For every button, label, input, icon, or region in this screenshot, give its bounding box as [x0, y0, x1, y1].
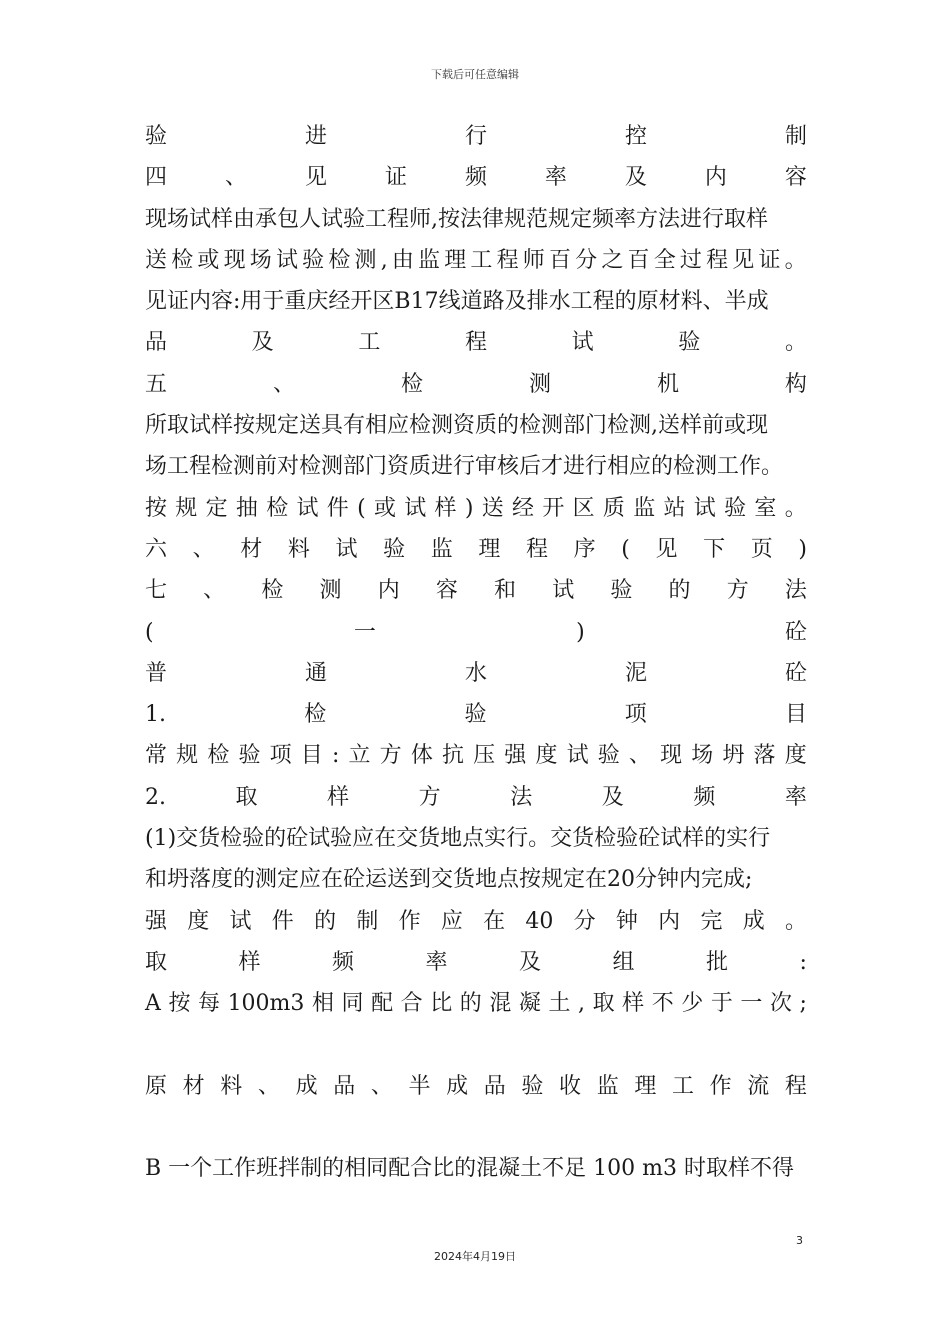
text-line: 普 通 水 泥 砼 [145, 660, 807, 686]
text-line: 验 进 行 控 制 [145, 124, 807, 149]
blank-line [145, 1025, 807, 1066]
text-line: 常 规 检 验 项 目 : 立 方 体 抗 压 强 度 试 验 、 现 场 坍 落 度 [145, 743, 807, 769]
text-line: 现场试样由承包人试验工程师,按法律规范规定频率方法进行取样 [145, 206, 768, 232]
text-line: 强 度 试 件 的 制 作 应 在 40 分 钟 内 完 成 。 [145, 908, 807, 934]
text-line: A 按 每 100m3 相 同 配 合 比 的 混 凝 土 , 取 样 不 少 于 一 次 ; [145, 991, 807, 1017]
text-line: 四 、 见 证 频 率 及 内 容 [145, 165, 807, 191]
text-line: 七 、 检 测 内 容 和 试 验 的 方 法 [145, 578, 807, 604]
document-body [145, 116, 807, 1190]
text-line: 1. 检 验 项 目 [145, 702, 807, 728]
text-line: 六 、 材 料 试 验 监 理 程 序 ( 见 下 页 ) [145, 536, 807, 562]
text-line: 场工程检测前对检测部门资质进行审核后才进行相应的检测工作。 [145, 454, 784, 480]
text-line: B 一个工作班拌制的相同配合比的混凝土不足 100 m3 时取样不得 [145, 1156, 794, 1182]
text-line: 和坍落度的测定应在砼运送到交货地点按规定在20分钟内完成; [145, 867, 753, 893]
text-line: 所取试样按规定送具有相应检测资质的检测部门检测,送样前或现 [145, 413, 768, 439]
text-line: ( 一 ) 砼 [145, 619, 807, 645]
text-line: 2. 取 样 方 法 及 频 率 [145, 784, 807, 810]
text-line: 品 及 工 程 试 验 。 [145, 330, 807, 356]
blank-line [145, 1107, 807, 1148]
page-number: 3 [796, 1234, 803, 1247]
text-line: 取 样 频 率 及 组 批 : [145, 949, 807, 975]
page-header: 下载后可任意编辑 [431, 68, 519, 81]
text-line: (1)交货检验的砼试验应在交货地点实行。交货检验砼试样的实行 [145, 826, 771, 852]
page-footer-date: 2024年4月19日 [434, 1250, 516, 1263]
text-line: 送 检 或 现 场 试 验 检 测 , 由 监 理 工 程 师 百 分 之 百 全 过 程 见 证 。 [145, 247, 807, 273]
text-line: 原 材 料 、 成 品 、 半 成 品 验 收 监 理 工 作 流 程 [145, 1073, 807, 1099]
text-line: 按 规 定 抽 检 试 件 ( 或 试 样 ) 送 经 开 区 质 监 站 试 验 室 。 [145, 495, 807, 521]
text-line: 五 、 检 测 机 构 [145, 371, 807, 397]
text-line: 见证内容:用于重庆经开区B17线道路及排水工程的原材料、半成 [145, 289, 769, 315]
